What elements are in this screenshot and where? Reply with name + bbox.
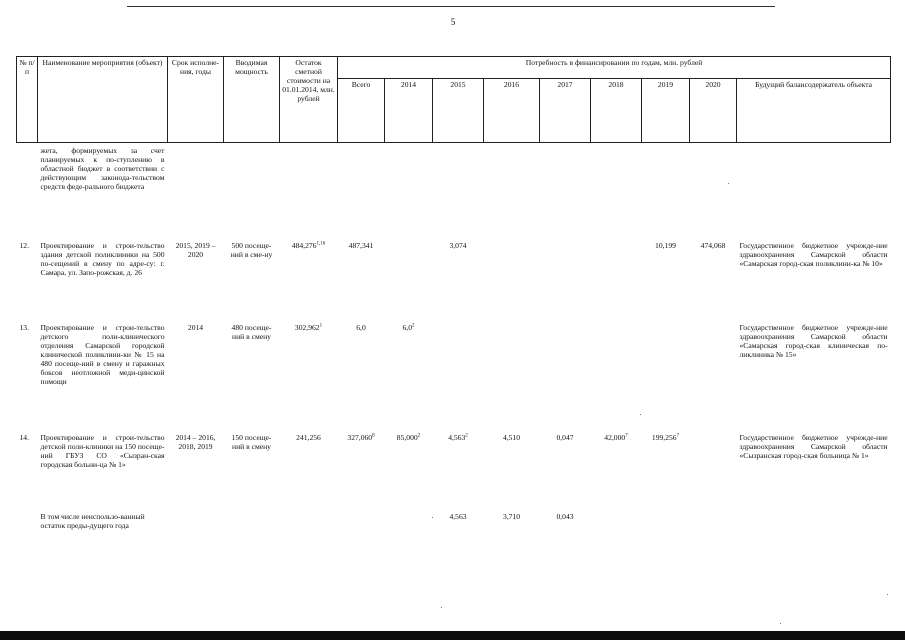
header-year-2014: 2014 — [385, 79, 433, 143]
row-2020: 474,068 — [700, 241, 726, 250]
scan-speck — [640, 414, 641, 415]
header-name: Наименование мероприятия (объект) — [38, 57, 168, 143]
row-2018: 42,000$^7$ — [604, 433, 628, 442]
scan-bottom-edge — [0, 631, 905, 640]
row-2019: 10,199 — [655, 241, 676, 250]
row-2015 — [433, 317, 484, 428]
row-2016 — [484, 317, 540, 428]
row-2017: 0,043 — [556, 512, 574, 521]
row-term: 2014 — [187, 323, 204, 332]
row-name: В том числе неиспользо-ванный остаток преды-дущего года — [40, 512, 145, 530]
row-2020 — [690, 317, 737, 428]
row-2019 — [642, 317, 690, 428]
row-2015: 4,563 — [449, 512, 467, 521]
header-total: Всего — [338, 79, 385, 143]
row-2017 — [540, 317, 591, 428]
header-row — [17, 57, 891, 79]
row-2016: 3,710 — [502, 512, 521, 521]
row-2015: 3,074 — [449, 241, 467, 250]
row-2018 — [591, 317, 642, 428]
row-name: жета, формируемых за счет планируемых к по-ступлению в областной бюджет в соответствии с действующим законода-тельством средств феде-рального бюджета — [40, 146, 165, 191]
header-term: Срок исполне-ния, годы — [168, 57, 224, 143]
row-name: Проектирование и строи-тельство детского поли-клинического отделения Самарской городской клинической поликлини-ки № 15 на 480 посеще-ний в смену и гаражных боксов неотложной меди-цинской помощи — [40, 323, 165, 386]
row-term: 2015, 2019 – 2020 — [175, 241, 216, 259]
header-remaining-cost: Остаток сметной стоимости на 01.01.2014, млн. рублей — [280, 57, 338, 143]
header-year-2018: 2018 — [591, 79, 642, 143]
table-row — [17, 317, 891, 428]
row-holder: Государственное бюджетное учрежде-ние здравоохранения Самарской области «Самарская город-ская поликлини-ка № 10» — [739, 241, 888, 268]
row-total: 6,0 — [356, 323, 366, 332]
header-year-2017: 2017 — [540, 79, 591, 143]
scan-speck — [441, 607, 442, 608]
row-remaining-cost: 484,276$^{1,16}$ — [291, 241, 326, 250]
row-2016: 4,510 — [502, 433, 521, 442]
row-holder: Государственное бюджетное учрежде-ние здравоохранения Самарской области «Самарская город-ская клиническая по-ликлиника № 15» — [739, 323, 888, 359]
row-number: 12. — [19, 241, 29, 250]
table-row — [17, 428, 891, 506]
header-year-2020: 2020 — [690, 79, 737, 143]
row-2016 — [484, 233, 540, 317]
table-row — [17, 506, 891, 531]
row-2014 — [385, 233, 433, 317]
scan-speck — [780, 623, 781, 624]
scan-speck — [887, 594, 888, 595]
page-number: 5 — [450, 17, 456, 27]
header-holder: Будущий балансодержатель объекта — [737, 79, 891, 143]
row-capacity: 500 посеще-ний в сме-ну — [230, 241, 273, 259]
row-2015: 4,563$^2$ — [448, 433, 468, 442]
row-2014: $6,0^2$ — [402, 323, 415, 332]
row-name: Проектирование и строи-тельство здания детской поликлиники на 500 по-сещений в смену по адре-су: г. Самара, ул. Запо-рожская, д. 26 — [40, 241, 165, 277]
row-2017 — [540, 233, 591, 317]
scan-speck — [728, 183, 729, 184]
header-funding: Потребность в финансировании по годам, млн. рублей — [338, 57, 891, 79]
row-total: 487,341 — [348, 241, 374, 250]
row-remaining-cost: 241,256 — [296, 433, 321, 442]
header-year-2015: 2015 — [433, 79, 484, 143]
header-year-2016: 2016 — [484, 79, 540, 143]
row-capacity: 480 посеще-ний в смену — [231, 323, 272, 341]
scan-speck — [432, 517, 433, 518]
row-number: 13. — [19, 323, 29, 332]
table-row — [17, 233, 891, 317]
funding-table — [16, 56, 891, 531]
row-number: 14. — [19, 433, 29, 442]
header-capacity: Вводимая мощность — [224, 57, 280, 143]
row-name: Проектирование и строи-тельство детской поли-клиники на 150 посеще-ний ГБУЗ СО «Сызран-ская городская больни-ца № 1» — [40, 433, 165, 469]
row-2019: 199,256$^7$ — [651, 433, 680, 442]
row-holder: Государственное бюджетное учрежде-ние здравоохранения Самарской области «Сызранская город-ская больница № 1» — [739, 433, 888, 460]
header-no: № п/п — [17, 57, 38, 143]
row-remaining-cost: 302,962$^1$ — [294, 323, 323, 332]
header-year-2019: 2019 — [642, 79, 690, 143]
row-2020 — [690, 428, 737, 506]
row-term: 2014 – 2016, 2018, 2019 — [175, 433, 216, 451]
table-row — [17, 143, 891, 234]
row-2017: 0,047 — [556, 433, 574, 442]
row-capacity: 150 посеще-ний в смену — [231, 433, 272, 451]
row-2018 — [591, 233, 642, 317]
top-rule — [127, 6, 775, 7]
row-2014: 85,000$^2$ — [396, 433, 421, 442]
row-total: 327,060$^8$ — [347, 433, 375, 442]
